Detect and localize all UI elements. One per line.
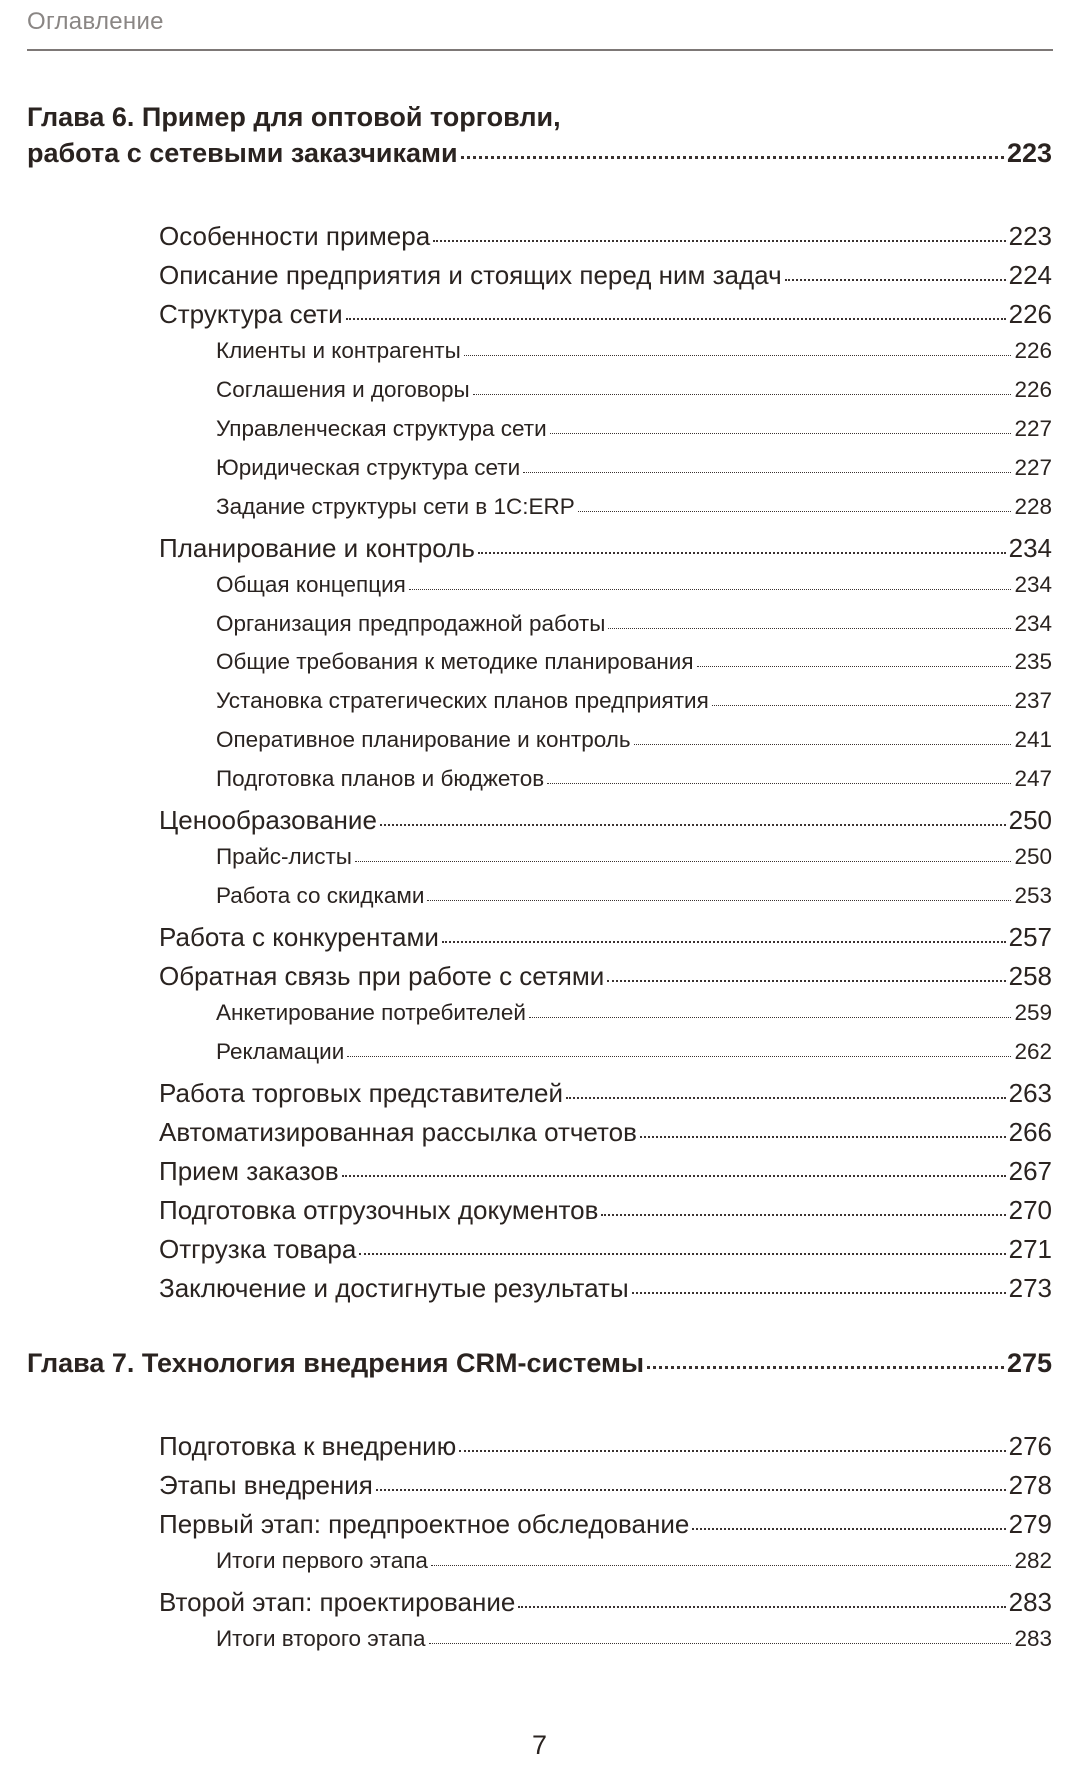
toc-subsection-entry[interactable]: [216, 1000, 1052, 1026]
toc-entry-page: 234: [1014, 610, 1052, 636]
dot-leader: [346, 318, 1006, 320]
dot-leader: [632, 1292, 1006, 1294]
dot-leader: [459, 1450, 1005, 1452]
dot-leader: [347, 1056, 1011, 1057]
toc-subsection-entry[interactable]: [216, 338, 1052, 364]
toc-subsection-entry[interactable]: [216, 844, 1052, 870]
dot-leader: [518, 1606, 1005, 1608]
toc-section-entry[interactable]: [159, 260, 1052, 291]
dot-leader: [647, 1366, 1004, 1369]
toc-entry-title: Структура сети: [159, 298, 343, 329]
toc-section-entry[interactable]: [159, 1509, 1052, 1540]
toc-section-entry[interactable]: [159, 299, 1052, 330]
toc-entry-title: Юридическая структура сети: [216, 454, 521, 480]
toc-entry-page: 257: [1008, 922, 1052, 953]
toc-subsection-entry[interactable]: [216, 455, 1052, 481]
toc-entry-title: Особенности примера: [159, 221, 431, 251]
toc-entry-page: 250: [1008, 805, 1052, 836]
chapter-heading[interactable]: [27, 138, 1052, 169]
toc-subsection-entry[interactable]: [216, 688, 1052, 714]
dot-leader: [634, 744, 1012, 745]
toc-entry-title: Оперативное планирование и контроль: [216, 727, 631, 753]
toc-entry-page: 271: [1008, 1233, 1052, 1264]
toc-entry-page: 223: [1006, 138, 1052, 168]
toc-section-entry[interactable]: [159, 961, 1052, 992]
toc-entry-title: Обратная связь при работе с сетями: [159, 961, 605, 992]
toc-subsection-entry[interactable]: [216, 766, 1052, 792]
toc-subsection-entry[interactable]: [216, 1039, 1052, 1065]
toc-section-entry[interactable]: [159, 1587, 1052, 1618]
toc-entry-page: 226: [1014, 376, 1052, 402]
dot-leader: [473, 394, 1012, 395]
toc-entry-page: 234: [1014, 571, 1052, 597]
toc-subsection-entry[interactable]: [216, 1548, 1052, 1574]
toc-entry-page: 226: [1008, 298, 1052, 329]
dot-leader: [692, 1528, 1005, 1530]
toc-entry-page: 250: [1014, 844, 1052, 870]
toc-entry-title: Отгрузка товара: [159, 1233, 357, 1264]
toc-subsection-entry[interactable]: [216, 572, 1052, 598]
toc-section-entry[interactable]: [159, 533, 1052, 564]
toc-entry-title: Работа со скидками: [216, 883, 425, 909]
dot-leader: [566, 1097, 1006, 1099]
toc-section-entry[interactable]: [159, 1195, 1052, 1226]
toc-entry-title: Ценообразование: [159, 805, 377, 836]
toc-entry-page: 267: [1008, 1155, 1052, 1186]
dot-leader: [461, 156, 1004, 159]
dot-leader: [785, 279, 1006, 281]
dot-leader: [697, 666, 1012, 667]
toc-section-entry[interactable]: [159, 1234, 1052, 1265]
toc-entry-page: 259: [1014, 1000, 1052, 1025]
toc-section-entry[interactable]: [159, 1470, 1052, 1501]
dot-leader: [409, 589, 1012, 590]
toc-entry-title: Управленческая структура сети: [216, 415, 547, 441]
toc-entry-title: Подготовка отгрузочных документов: [159, 1194, 599, 1225]
dot-leader: [442, 941, 1006, 943]
toc-entry-page: 237: [1014, 688, 1052, 714]
toc-entry-page: 228: [1014, 493, 1052, 519]
toc-subsection-entry[interactable]: [216, 377, 1052, 403]
dot-leader: [433, 240, 1005, 242]
toc-entry-page: 241: [1014, 727, 1052, 753]
toc-section-entry[interactable]: [159, 1273, 1052, 1304]
toc-entry-title: Рекламации: [216, 1038, 345, 1064]
dot-leader: [712, 705, 1012, 706]
dot-leader: [607, 980, 1005, 982]
toc-entry-page: 253: [1014, 883, 1052, 909]
toc-entry-page: 223: [1008, 221, 1052, 251]
toc-entry-title: Анкетирование потребителей: [216, 1000, 526, 1025]
toc-subsection-entry[interactable]: [216, 1626, 1052, 1652]
chapter-title-line: Глава 6. Пример для оптовой торговли,: [27, 102, 561, 132]
dot-leader: [547, 783, 1011, 784]
toc-entry-title: Описание предприятия и стоящих перед ним задач: [159, 259, 782, 290]
toc-subsection-entry[interactable]: [216, 494, 1052, 520]
running-header: Оглавление: [27, 8, 164, 35]
toc-entry-title: работа с сетевыми заказчиками: [27, 138, 458, 168]
toc-entry-title: Соглашения и договоры: [216, 376, 470, 402]
dot-leader: [608, 628, 1011, 629]
toc-entry-page: 283: [1008, 1586, 1052, 1617]
toc-entry-title: Общие требования к методике планирования: [216, 649, 694, 675]
toc-entry-title: Этапы внедрения: [159, 1469, 373, 1500]
toc-subsection-entry[interactable]: [216, 727, 1052, 753]
toc-entry-page: 279: [1008, 1508, 1052, 1539]
toc-section-entry[interactable]: [159, 1431, 1052, 1462]
toc-entry-title: Задание структуры сети в 1С:ERP: [216, 493, 575, 519]
toc-entry-title: Глава 7. Технология внедрения CRM-системы: [27, 1348, 645, 1378]
toc-entry-title: Итоги второго этапа: [216, 1625, 426, 1651]
toc-entry-title: Работа торговых представителей: [159, 1077, 564, 1108]
toc-entry-title: Итоги первого этапа: [216, 1547, 428, 1573]
toc-entry-title: Подготовка к внедрению: [159, 1431, 457, 1461]
dot-leader: [359, 1253, 1005, 1255]
toc-section-entry[interactable]: [159, 1156, 1052, 1187]
toc-entry-title: Автоматизированная рассылка отчетов: [159, 1116, 637, 1147]
toc-entry-page: 247: [1014, 766, 1052, 792]
dot-leader: [355, 861, 1012, 862]
toc-entry-page: 227: [1014, 454, 1052, 480]
toc-entry-title: Организация предпродажной работы: [216, 610, 606, 636]
dot-leader: [550, 433, 1012, 434]
dot-leader: [342, 1175, 1006, 1177]
toc-entry-title: Общая концепция: [216, 571, 406, 597]
toc-entry-page: 263: [1008, 1077, 1052, 1108]
toc-entry-title: Подготовка планов и бюджетов: [216, 766, 545, 792]
toc-entry-page: 282: [1014, 1547, 1052, 1573]
dot-leader: [578, 511, 1012, 512]
toc-entry-page: 262: [1014, 1038, 1052, 1064]
toc-entry-title: Первый этап: предпроектное обследование: [159, 1508, 690, 1539]
toc-subsection-entry[interactable]: [216, 883, 1052, 909]
toc-entry-page: 266: [1008, 1116, 1052, 1147]
dot-leader: [429, 1643, 1012, 1644]
toc-entry-title: Второй этап: проектирование: [159, 1586, 516, 1617]
toc-section-entry[interactable]: [159, 1078, 1052, 1109]
toc-entry-page: 234: [1008, 532, 1052, 563]
toc-subsection-entry[interactable]: [216, 611, 1052, 637]
toc-entry-title: Заключение и достигнутые результаты: [159, 1272, 629, 1303]
toc-entry-page: 235: [1014, 649, 1052, 675]
toc-entry-page: 283: [1014, 1625, 1052, 1651]
dot-leader: [427, 900, 1011, 901]
toc-entry-title: Планирование и контроль: [159, 532, 475, 563]
toc-section-entry[interactable]: [159, 805, 1052, 836]
toc-section-entry[interactable]: [159, 922, 1052, 953]
toc-entry-title: Работа с конкурентами: [159, 922, 439, 953]
dot-leader: [601, 1214, 1005, 1216]
toc-entry-page: 258: [1008, 961, 1052, 992]
toc-entry-title: Клиенты и контрагенты: [216, 337, 461, 363]
toc-entry-title: Установка стратегических планов предприятия: [216, 688, 709, 714]
toc-subsection-entry[interactable]: [216, 649, 1052, 675]
page-number: 7: [531, 1730, 548, 1760]
toc-section-entry[interactable]: [159, 1117, 1052, 1148]
dot-leader: [529, 1017, 1012, 1018]
dot-leader: [464, 355, 1012, 356]
header-rule: [27, 49, 1053, 51]
chapter-heading[interactable]: [27, 1348, 1052, 1379]
dot-leader: [380, 824, 1006, 826]
toc-entry-title: Прием заказов: [159, 1155, 339, 1186]
toc-entry-page: 226: [1014, 337, 1052, 363]
dot-leader: [523, 472, 1011, 473]
toc-section-entry[interactable]: [159, 221, 1052, 252]
dot-leader: [640, 1136, 1006, 1138]
toc-entry-page: 275: [1006, 1348, 1052, 1378]
toc-subsection-entry[interactable]: [216, 416, 1052, 442]
toc-entry-page: 227: [1014, 415, 1052, 441]
dot-leader: [376, 1489, 1006, 1491]
toc-entry-page: 224: [1008, 259, 1052, 290]
dot-leader: [431, 1565, 1012, 1566]
toc-entry-page: 273: [1008, 1272, 1052, 1303]
toc-entry-page: 276: [1008, 1431, 1052, 1461]
toc-entry-page: 278: [1008, 1469, 1052, 1500]
toc-entry-title: Прайс-листы: [216, 844, 352, 870]
dot-leader: [478, 552, 1006, 554]
toc-entry-page: 270: [1008, 1194, 1052, 1225]
